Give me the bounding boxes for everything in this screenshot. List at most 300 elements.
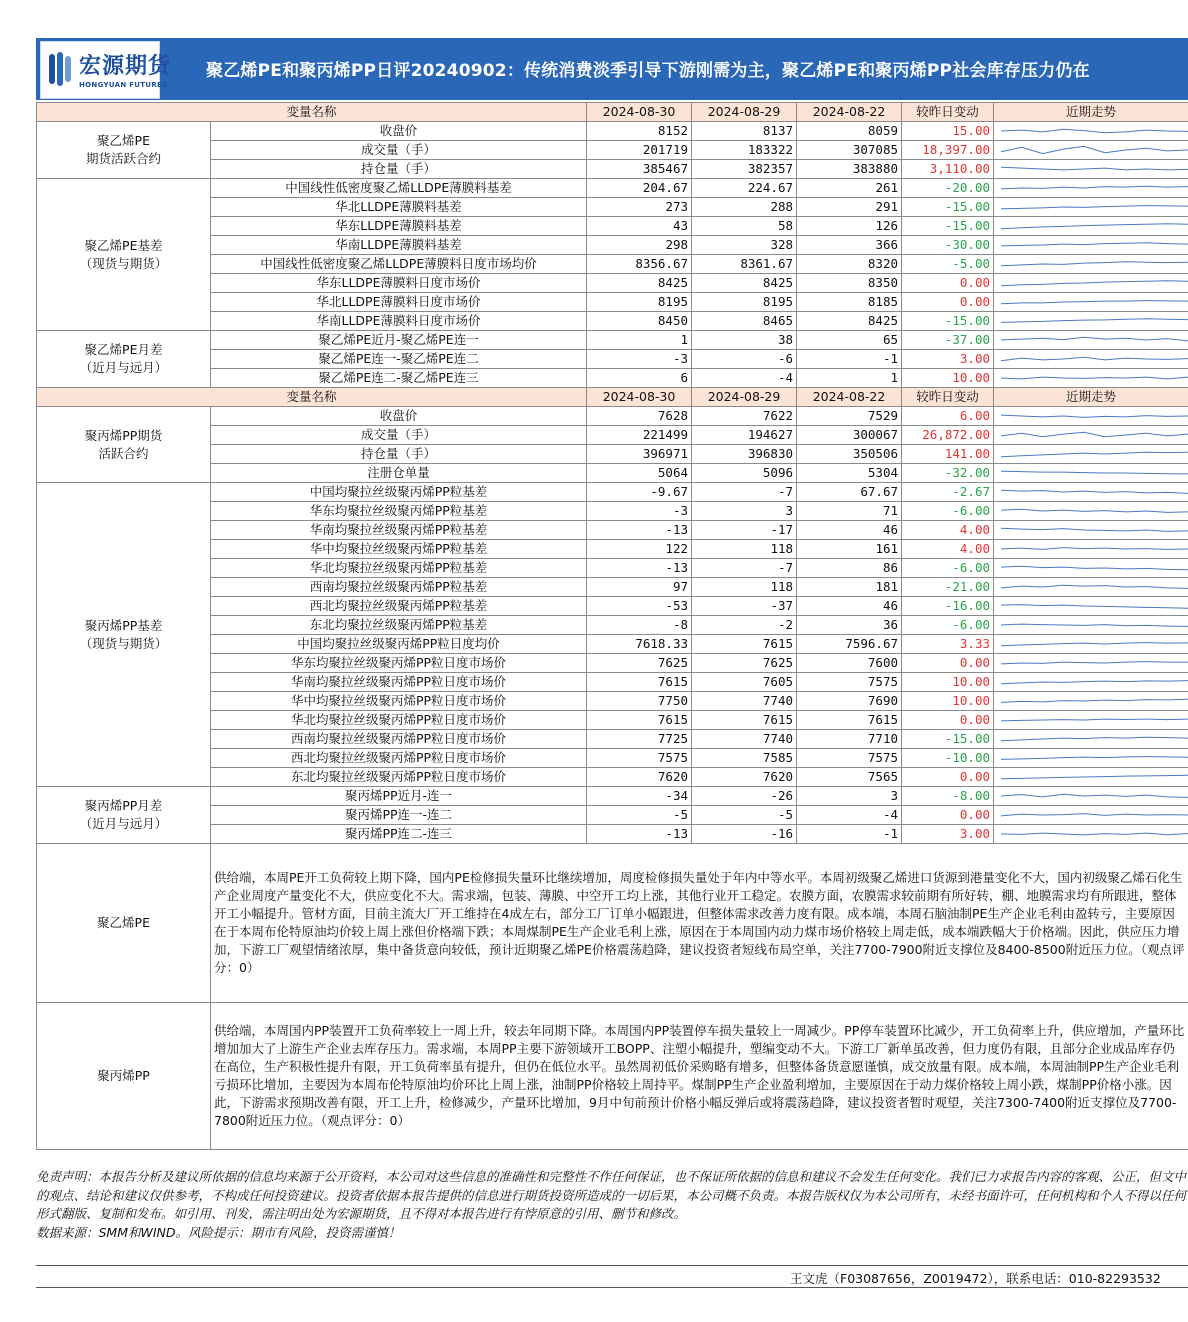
col-header-variable: 变量名称 bbox=[37, 103, 587, 122]
value-2024-08-29: 38 bbox=[692, 331, 797, 350]
page-title: 聚乙烯PE和聚丙烯PP日评20240902：传统消费淡季引导下游刚需为主，聚乙烯PE和聚丙烯PP社会库存压力仍在 bbox=[206, 61, 1090, 81]
category-cell-pe-1 bbox=[37, 179, 211, 331]
daily-change: 0.00 bbox=[902, 768, 994, 787]
value-2024-08-30: -13 bbox=[587, 559, 692, 578]
variable-name: 西南均聚拉丝级聚丙烯PP粒基差 bbox=[211, 578, 587, 597]
col-header-d3: 2024-08-22 bbox=[797, 103, 902, 122]
value-2024-08-30: 43 bbox=[587, 217, 692, 236]
daily-change: -10.00 bbox=[902, 749, 994, 768]
trend-cell bbox=[994, 825, 1188, 844]
variable-name: 华南均聚拉丝级聚丙烯PP粒基差 bbox=[211, 521, 587, 540]
value-2024-08-30: 204.67 bbox=[587, 179, 692, 198]
col-header-d3: 2024-08-22 bbox=[797, 388, 902, 407]
trend-cell bbox=[994, 730, 1188, 749]
value-2024-08-29: 7620 bbox=[692, 768, 797, 787]
data-source-text: 数据来源：SMM和WIND。风险提示：期市有风险，投资需谨慎！ bbox=[36, 1224, 401, 1240]
trend-cell bbox=[994, 445, 1188, 464]
table-row bbox=[37, 122, 1188, 141]
trend-line bbox=[1001, 243, 1188, 246]
pe-commentary-text: 供给端，本周PE开工负荷较上期下降，国内PE检修损失量环比继续增加，周度检修损失量处于年内中等水平。本周初级聚乙烯进口货源到港量变化不大，国内初级聚乙烯石化生产企业周度产量变化不大，供应变化不大。需求端，包装、薄膜、中空开工均上涨，其他行业开工稳定。农膜方面，农膜需求较前期有所好转，棚、地膜需求均有所跟进，整体开工小幅提升。管材方面，目前主流大厂开工维持在4成左右，部分工厂订单小幅跟进，但整体需求改善力度有限。成本端，本周石脑油制PE生产企业毛利由盈转亏，主要原因在于本周布伦特原油均价较上周上涨但价格端下跌；本周煤制PE生产企业毛利上涨，原因在于本周国内动力煤市场价格较上周走低，成本端跌幅大于价格端。因此，供应压力增加，下游工厂观望情绪浓厚，集中备货意向较低，预计近期聚乙烯PE价格震荡趋降，建议投资者短线布局空单，关注7700-7900附近支撑位及8400-8500附近压力位。（观点评分：0） bbox=[211, 844, 1188, 1003]
daily-change: -15.00 bbox=[902, 312, 994, 331]
value-2024-08-22: -1 bbox=[797, 825, 902, 844]
daily-change: 0.00 bbox=[902, 806, 994, 825]
trend-line bbox=[1001, 624, 1188, 626]
trend-cell bbox=[994, 787, 1188, 806]
trend-line bbox=[1001, 186, 1188, 189]
trend-cell bbox=[994, 293, 1188, 312]
trend-line bbox=[1001, 146, 1188, 153]
value-2024-08-29: 7625 bbox=[692, 654, 797, 673]
daily-change: 3.00 bbox=[902, 825, 994, 844]
trend-cell bbox=[994, 578, 1188, 597]
value-2024-08-30: 396971 bbox=[587, 445, 692, 464]
value-2024-08-22: 8425 bbox=[797, 312, 902, 331]
pp-commentary-label: 聚丙烯PP bbox=[37, 1003, 211, 1150]
trend-cell bbox=[994, 597, 1188, 616]
variable-name: 成交量（手） bbox=[211, 426, 587, 445]
variable-name: 西南均聚拉丝级聚丙烯PP粒日度市场价 bbox=[211, 730, 587, 749]
trend-sparkline bbox=[997, 160, 1188, 178]
daily-change: 0.00 bbox=[902, 654, 994, 673]
trend-sparkline bbox=[997, 350, 1188, 368]
trend-sparkline bbox=[997, 578, 1188, 596]
value-2024-08-22: 36 bbox=[797, 616, 902, 635]
variable-name: 中国均聚拉丝级聚丙烯PP粒基差 bbox=[211, 483, 587, 502]
daily-change: -8.00 bbox=[902, 787, 994, 806]
logo-mark-icon bbox=[47, 50, 73, 88]
daily-change: 0.00 bbox=[902, 293, 994, 312]
variable-name: 华中均聚拉丝级聚丙烯PP粒日度市场价 bbox=[211, 692, 587, 711]
pe-commentary-label: 聚乙烯PE bbox=[37, 844, 211, 1003]
value-2024-08-30: -13 bbox=[587, 825, 692, 844]
trend-cell bbox=[994, 521, 1188, 540]
trend-sparkline bbox=[997, 825, 1188, 843]
trend-sparkline bbox=[997, 122, 1188, 140]
value-2024-08-29: 224.67 bbox=[692, 179, 797, 198]
daily-change: 3.00 bbox=[902, 350, 994, 369]
trend-sparkline bbox=[997, 464, 1188, 482]
daily-change: -6.00 bbox=[902, 559, 994, 578]
value-2024-08-30: 7750 bbox=[587, 692, 692, 711]
daily-change: -15.00 bbox=[902, 730, 994, 749]
table-row bbox=[37, 179, 1188, 198]
daily-change: -2.67 bbox=[902, 483, 994, 502]
value-2024-08-29: 7740 bbox=[692, 692, 797, 711]
category-label-line: 聚丙烯PP期货 bbox=[84, 427, 163, 443]
value-2024-08-29: 3 bbox=[692, 502, 797, 521]
trend-line bbox=[1001, 699, 1188, 702]
trend-line bbox=[1001, 548, 1188, 550]
col-header-d1: 2024-08-30 bbox=[587, 103, 692, 122]
trend-sparkline bbox=[997, 217, 1188, 235]
col-header-variable: 变量名称 bbox=[37, 388, 587, 407]
variable-name: 华东均聚拉丝级聚丙烯PP粒日度市场价 bbox=[211, 654, 587, 673]
value-2024-08-22: 65 bbox=[797, 331, 902, 350]
trend-sparkline bbox=[997, 426, 1188, 444]
logo-text-cn: 宏源期货 bbox=[79, 54, 172, 79]
trend-line bbox=[1001, 337, 1188, 341]
value-2024-08-22: 8350 bbox=[797, 274, 902, 293]
category-label-line: 期货活跃合约 bbox=[85, 151, 161, 166]
value-2024-08-30: 298 bbox=[587, 236, 692, 255]
daily-change: 3.33 bbox=[902, 635, 994, 654]
trend-line bbox=[1001, 775, 1188, 779]
value-2024-08-29: 7740 bbox=[692, 730, 797, 749]
trend-line bbox=[1001, 509, 1188, 512]
variable-name: 华南均聚拉丝级聚丙烯PP粒日度市场价 bbox=[211, 673, 587, 692]
value-2024-08-22: 7575 bbox=[797, 673, 902, 692]
trend-line bbox=[1001, 167, 1188, 170]
value-2024-08-30: -9.67 bbox=[587, 483, 692, 502]
variable-name: 华东LLDPE薄膜料基差 bbox=[211, 217, 587, 236]
trend-sparkline bbox=[997, 369, 1188, 387]
value-2024-08-30: 221499 bbox=[587, 426, 692, 445]
value-2024-08-29: -26 bbox=[692, 787, 797, 806]
trend-sparkline bbox=[997, 141, 1188, 159]
value-2024-08-29: 7585 bbox=[692, 749, 797, 768]
trend-cell bbox=[994, 350, 1188, 369]
trend-cell bbox=[994, 692, 1188, 711]
value-2024-08-30: 5064 bbox=[587, 464, 692, 483]
value-2024-08-29: 58 bbox=[692, 217, 797, 236]
value-2024-08-29: -4 bbox=[692, 369, 797, 388]
trend-line bbox=[1001, 471, 1188, 474]
value-2024-08-29: 7622 bbox=[692, 407, 797, 426]
trend-cell bbox=[994, 369, 1188, 388]
daily-change: -6.00 bbox=[902, 616, 994, 635]
variable-name: 西北均聚拉丝级聚丙烯PP粒基差 bbox=[211, 597, 587, 616]
value-2024-08-22: 7690 bbox=[797, 692, 902, 711]
trend-cell bbox=[994, 217, 1188, 236]
trend-cell bbox=[994, 768, 1188, 787]
daily-change: -5.00 bbox=[902, 255, 994, 274]
value-2024-08-29: 7615 bbox=[692, 711, 797, 730]
value-2024-08-22: 307085 bbox=[797, 141, 902, 160]
variable-name: 华北均聚拉丝级聚丙烯PP粒基差 bbox=[211, 559, 587, 578]
trend-cell bbox=[994, 426, 1188, 445]
trend-cell bbox=[994, 255, 1188, 274]
trend-sparkline bbox=[997, 236, 1188, 254]
value-2024-08-30: -53 bbox=[587, 597, 692, 616]
value-2024-08-22: 300067 bbox=[797, 426, 902, 445]
value-2024-08-22: 126 bbox=[797, 217, 902, 236]
category-cell-pp-2 bbox=[37, 787, 211, 844]
header-row-pp bbox=[37, 388, 1188, 407]
value-2024-08-30: 273 bbox=[587, 198, 692, 217]
trend-cell bbox=[994, 407, 1188, 426]
variable-name: 中国均聚拉丝级聚丙烯PP粒日度均价 bbox=[211, 635, 587, 654]
category-cell-pe-2 bbox=[37, 331, 211, 388]
trend-cell bbox=[994, 673, 1188, 692]
value-2024-08-30: 8195 bbox=[587, 293, 692, 312]
value-2024-08-22: 161 bbox=[797, 540, 902, 559]
daily-change: -21.00 bbox=[902, 578, 994, 597]
trend-line bbox=[1001, 585, 1188, 588]
value-2024-08-22: 8320 bbox=[797, 255, 902, 274]
table-row bbox=[37, 331, 1188, 350]
value-2024-08-30: 8356.67 bbox=[587, 255, 692, 274]
trend-sparkline bbox=[997, 635, 1188, 653]
author-info: 王文虎（F03087656，Z0019472），联系电话：010-82293532 bbox=[790, 1271, 1161, 1286]
company-logo bbox=[40, 41, 172, 99]
table-row bbox=[37, 483, 1188, 502]
category-cell-pe-0 bbox=[37, 122, 211, 179]
trend-cell bbox=[994, 464, 1188, 483]
value-2024-08-30: 8450 bbox=[587, 312, 692, 331]
value-2024-08-29: 8195 bbox=[692, 293, 797, 312]
variable-name: 华北均聚拉丝级聚丙烯PP粒日度市场价 bbox=[211, 711, 587, 730]
category-cell-pp-1 bbox=[37, 483, 211, 787]
value-2024-08-29: -7 bbox=[692, 559, 797, 578]
value-2024-08-22: 7600 bbox=[797, 654, 902, 673]
table-row bbox=[37, 407, 1188, 426]
table-row bbox=[37, 787, 1188, 806]
value-2024-08-29: 7615 bbox=[692, 635, 797, 654]
trend-line bbox=[1001, 206, 1188, 209]
value-2024-08-29: -7 bbox=[692, 483, 797, 502]
trend-sparkline bbox=[997, 711, 1188, 729]
trend-cell bbox=[994, 635, 1188, 654]
trend-sparkline bbox=[997, 483, 1188, 501]
category-label-line: （现货与期货） bbox=[79, 635, 168, 651]
trend-cell bbox=[994, 331, 1188, 350]
trend-line bbox=[1001, 566, 1188, 570]
daily-change: -15.00 bbox=[902, 217, 994, 236]
variable-name: 华中均聚拉丝级聚丙烯PP粒基差 bbox=[211, 540, 587, 559]
trend-cell bbox=[994, 179, 1188, 198]
daily-change: 141.00 bbox=[902, 445, 994, 464]
variable-name: 华东LLDPE薄膜料日度市场价 bbox=[211, 274, 587, 293]
trend-sparkline bbox=[997, 654, 1188, 672]
variable-name: 成交量（手） bbox=[211, 141, 587, 160]
col-header-d2: 2024-08-29 bbox=[692, 103, 797, 122]
trend-sparkline bbox=[997, 293, 1188, 311]
value-2024-08-29: 382357 bbox=[692, 160, 797, 179]
category-label-line: （近月与远月） bbox=[79, 816, 168, 831]
trend-sparkline bbox=[997, 749, 1188, 767]
daily-change: 15.00 bbox=[902, 122, 994, 141]
trend-line bbox=[1001, 662, 1188, 664]
col-header-d2: 2024-08-29 bbox=[692, 388, 797, 407]
value-2024-08-30: 7620 bbox=[587, 768, 692, 787]
value-2024-08-22: 350506 bbox=[797, 445, 902, 464]
value-2024-08-22: 46 bbox=[797, 521, 902, 540]
trend-cell bbox=[994, 160, 1188, 179]
value-2024-08-29: 8465 bbox=[692, 312, 797, 331]
variable-name: 西北均聚拉丝级聚丙烯PP粒日度市场价 bbox=[211, 749, 587, 768]
trend-sparkline bbox=[997, 616, 1188, 634]
variable-name: 聚乙烯PE连一-聚乙烯PE连二 bbox=[211, 350, 587, 369]
category-label-line: 活跃合约 bbox=[98, 445, 149, 461]
value-2024-08-22: -1 bbox=[797, 350, 902, 369]
trend-cell bbox=[994, 141, 1188, 160]
logo-text-en: HONGYUAN FUTURES bbox=[79, 81, 168, 89]
category-cell-pp-0 bbox=[37, 407, 211, 483]
value-2024-08-22: 291 bbox=[797, 198, 902, 217]
daily-change: 6.00 bbox=[902, 407, 994, 426]
daily-change: -6.00 bbox=[902, 502, 994, 521]
value-2024-08-22: 181 bbox=[797, 578, 902, 597]
footer-divider bbox=[36, 1265, 1188, 1266]
value-2024-08-22: 7575 bbox=[797, 749, 902, 768]
daily-change: 3,110.00 bbox=[902, 160, 994, 179]
value-2024-08-29: 194627 bbox=[692, 426, 797, 445]
col-header-change: 较昨日变动 bbox=[902, 388, 994, 407]
trend-line bbox=[1001, 415, 1188, 417]
trend-cell bbox=[994, 502, 1188, 521]
trend-line bbox=[1001, 129, 1188, 133]
value-2024-08-30: 385467 bbox=[587, 160, 692, 179]
variable-name: 聚丙烯PP连二-连三 bbox=[211, 825, 587, 844]
trend-cell bbox=[994, 749, 1188, 768]
value-2024-08-30: -8 bbox=[587, 616, 692, 635]
value-2024-08-22: 7710 bbox=[797, 730, 902, 749]
value-2024-08-30: 7615 bbox=[587, 673, 692, 692]
value-2024-08-29: 5096 bbox=[692, 464, 797, 483]
variable-name: 持仓量（手） bbox=[211, 160, 587, 179]
value-2024-08-22: 1 bbox=[797, 369, 902, 388]
value-2024-08-30: 7618.33 bbox=[587, 635, 692, 654]
value-2024-08-30: -3 bbox=[587, 502, 692, 521]
value-2024-08-29: -16 bbox=[692, 825, 797, 844]
trend-line bbox=[1001, 719, 1188, 721]
trend-sparkline bbox=[997, 502, 1188, 520]
disclaimer-text: 免责声明：本报告分析及建议所依据的信息均来源于公开资料，本公司对这些信息的准确性和完整性不作任何保证，也不保证所依据的信息和建议不会发生任何变化。我们已力求报告内容的客观、公正，但文中的观点、结论和建议仅供参考，不构成任何投资建议。投资者依据本报告提供的信息进行期货投资所造成的一切后果，本公司概不负责。本报告版权仅为本公司所有，未经书面许可，任何机构和个人不得以任何形式翻版、复制和发布。如引用、刊发，需注明出处为宏源期货，且不得对本报告进行有悖原意的引用、删节和修改。 bbox=[36, 1169, 1187, 1221]
value-2024-08-29: 8361.67 bbox=[692, 255, 797, 274]
variable-name: 聚丙烯PP连一-连二 bbox=[211, 806, 587, 825]
value-2024-08-22: 3 bbox=[797, 787, 902, 806]
col-header-trend: 近期走势 bbox=[994, 103, 1188, 122]
category-label-line: 聚乙烯PE月差 bbox=[84, 342, 163, 357]
value-2024-08-30: 8425 bbox=[587, 274, 692, 293]
daily-change: 4.00 bbox=[902, 540, 994, 559]
col-header-d1: 2024-08-30 bbox=[587, 388, 692, 407]
value-2024-08-30: 97 bbox=[587, 578, 692, 597]
value-2024-08-30: -5 bbox=[587, 806, 692, 825]
trend-sparkline bbox=[997, 445, 1188, 463]
variable-name: 中国线性低密度聚乙烯LLDPE薄膜料日度市场均价 bbox=[211, 255, 587, 274]
trend-sparkline bbox=[997, 255, 1188, 273]
daily-change: -30.00 bbox=[902, 236, 994, 255]
value-2024-08-22: 46 bbox=[797, 597, 902, 616]
trend-line bbox=[1001, 432, 1188, 437]
trend-sparkline bbox=[997, 521, 1188, 539]
trend-line bbox=[1001, 814, 1188, 816]
trend-sparkline bbox=[997, 198, 1188, 216]
value-2024-08-29: 288 bbox=[692, 198, 797, 217]
value-2024-08-29: -6 bbox=[692, 350, 797, 369]
daily-change: 0.00 bbox=[902, 711, 994, 730]
value-2024-08-29: 8137 bbox=[692, 122, 797, 141]
value-2024-08-22: 383880 bbox=[797, 160, 902, 179]
daily-change: -20.00 bbox=[902, 179, 994, 198]
variable-name: 注册仓单量 bbox=[211, 464, 587, 483]
value-2024-08-22: 71 bbox=[797, 502, 902, 521]
daily-change: 26,872.00 bbox=[902, 426, 994, 445]
daily-change: -16.00 bbox=[902, 597, 994, 616]
trend-sparkline bbox=[997, 806, 1188, 824]
trend-cell bbox=[994, 312, 1188, 331]
value-2024-08-22: 8185 bbox=[797, 293, 902, 312]
col-header-change: 较昨日变动 bbox=[902, 103, 994, 122]
value-2024-08-30: 6 bbox=[587, 369, 692, 388]
value-2024-08-29: -17 bbox=[692, 521, 797, 540]
data-table bbox=[36, 102, 1188, 1150]
value-2024-08-22: 366 bbox=[797, 236, 902, 255]
trend-line bbox=[1001, 737, 1188, 741]
trend-cell bbox=[994, 559, 1188, 578]
trend-line bbox=[1001, 643, 1188, 646]
trend-sparkline bbox=[997, 559, 1188, 577]
trend-line bbox=[1001, 301, 1188, 304]
trend-line bbox=[1001, 794, 1188, 797]
trend-line bbox=[1001, 528, 1188, 531]
variable-name: 华南LLDPE薄膜料基差 bbox=[211, 236, 587, 255]
trend-line bbox=[1001, 681, 1188, 684]
trend-cell bbox=[994, 616, 1188, 635]
value-2024-08-22: 67.67 bbox=[797, 483, 902, 502]
footer-divider-bottom bbox=[36, 1287, 1188, 1288]
trend-cell bbox=[994, 236, 1188, 255]
pp-commentary-text: 供给端，本周国内PP装置开工负荷率较上一周上升，较去年同期下降。本周国内PP装置停车损失量较上一周减少。PP停车装置环比减少，开工负荷率上升，供应增加，产量环比增加加大了上游生产企业去库存压力。需求端，本周PP主要下游领域开工BOPP、注塑小幅提升，塑编变动不大。下游工厂新单虽改善，但力度仍有限，且部分企业成品库存仍在高位，生产积极性提升有限，开工负荷率虽有提升，但仍在低位水平。虽然周初低价采购略有增多，但整体备货意愿谨慎，成交放量有限。成本端，本周油制PP生产企业毛利亏损环比增加，主要因为本周布伦特原油均价环比上周上涨，油制PP价格较上周持平。煤制PP生产企业盈利增加，主要原因在于动力煤价格较上周小跌，煤制PP价格小涨。因此，下游需求预期改善有限，开工上升，检修减少，产量环比增加，9月中旬前预计价格小幅反弹后或将震荡趋降，建议投资者暂时观望，关注7300-7400附近支撑位及7700-7800附近压力位。（观点评分：0） bbox=[211, 1003, 1188, 1150]
trend-line bbox=[1001, 377, 1188, 379]
value-2024-08-29: 183322 bbox=[692, 141, 797, 160]
value-2024-08-30: 7575 bbox=[587, 749, 692, 768]
value-2024-08-30: -13 bbox=[587, 521, 692, 540]
variable-name: 东北均聚拉丝级聚丙烯PP粒基差 bbox=[211, 616, 587, 635]
value-2024-08-29: -5 bbox=[692, 806, 797, 825]
daily-change: 10.00 bbox=[902, 673, 994, 692]
variable-name: 中国线性低密度聚乙烯LLDPE薄膜料基差 bbox=[211, 179, 587, 198]
trend-line bbox=[1001, 262, 1188, 266]
trend-sparkline bbox=[997, 312, 1188, 330]
value-2024-08-30: -34 bbox=[587, 787, 692, 806]
trend-sparkline bbox=[997, 179, 1188, 197]
value-2024-08-29: 118 bbox=[692, 540, 797, 559]
variable-name: 华东均聚拉丝级聚丙烯PP粒基差 bbox=[211, 502, 587, 521]
trend-sparkline bbox=[997, 597, 1188, 615]
value-2024-08-29: -37 bbox=[692, 597, 797, 616]
variable-name: 聚乙烯PE近月-聚乙烯PE连一 bbox=[211, 331, 587, 350]
value-2024-08-30: 7628 bbox=[587, 407, 692, 426]
trend-line bbox=[1001, 605, 1188, 609]
trend-line bbox=[1001, 833, 1188, 835]
daily-change: 18,397.00 bbox=[902, 141, 994, 160]
trend-line bbox=[1001, 357, 1188, 361]
value-2024-08-22: -4 bbox=[797, 806, 902, 825]
trend-line bbox=[1001, 224, 1188, 229]
trend-cell bbox=[994, 483, 1188, 502]
category-label-line: 聚丙烯PP月差 bbox=[84, 798, 163, 813]
category-label-line: 聚乙烯PE bbox=[97, 133, 150, 148]
value-2024-08-30: 8152 bbox=[587, 122, 692, 141]
trend-sparkline bbox=[997, 730, 1188, 748]
trend-sparkline bbox=[997, 692, 1188, 710]
disclaimer bbox=[36, 1168, 1188, 1242]
daily-change: 10.00 bbox=[902, 692, 994, 711]
trend-cell bbox=[994, 540, 1188, 559]
header-row-pe bbox=[37, 103, 1188, 122]
trend-cell bbox=[994, 198, 1188, 217]
value-2024-08-22: 86 bbox=[797, 559, 902, 578]
trend-cell bbox=[994, 122, 1188, 141]
variable-name: 华南LLDPE薄膜料日度市场价 bbox=[211, 312, 587, 331]
trend-line bbox=[1001, 490, 1188, 493]
variable-name: 华北LLDPE薄膜料日度市场价 bbox=[211, 293, 587, 312]
daily-change: 10.00 bbox=[902, 369, 994, 388]
value-2024-08-30: 1 bbox=[587, 331, 692, 350]
trend-line bbox=[1001, 281, 1188, 286]
